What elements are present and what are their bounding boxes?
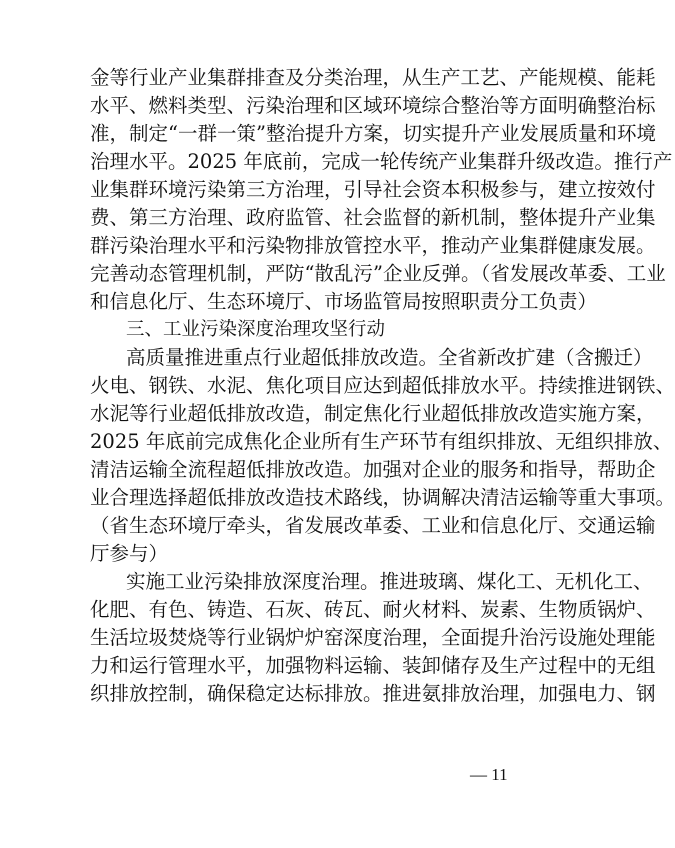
paragraph-line: 和信息化厅、生态环境厅、市场监管局按照职责分工负责）	[90, 290, 598, 313]
paragraph-line: 准，制定“一群一策”整治提升方案，切实提升产业发展质量和环境	[90, 122, 656, 145]
paragraph-line: 火电、钢铁、水泥、焦化项目应达到超低排放水平。持续推进钢铁、	[90, 374, 675, 397]
paragraph-line: 业合理选择超低排放改造技术路线，协调解决清洁运输等重大事项。	[90, 486, 675, 509]
paragraph-line: 业集群环境污染第三方治理，引导社会资本积极参与，建立按效付	[90, 178, 656, 201]
paragraph-line: 2025 年底前完成焦化企业所有生产环节有组织排放、无组织排放、	[90, 430, 673, 453]
paragraph-line: （省生态环境厅牵头，省发展改革委、工业和信息化厅、交通运输	[90, 514, 656, 537]
paragraph-line: 金等行业产业集群排查及分类治理，从生产工艺、产能规模、能耗	[90, 66, 656, 89]
paragraph-line: 生活垃圾焚烧等行业锅炉炉窑深度治理，全面提升治污设施处理能	[90, 626, 656, 649]
paragraph-line: 织排放控制，确保稳定达标排放。推进氨排放治理，加强电力、钢	[90, 682, 656, 705]
paragraph-line: 水泥等行业超低排放改造，制定焦化行业超低排放改造实施方案，	[90, 402, 656, 425]
paragraph-line: 高质量推进重点行业超低排放改造。全省新改扩建（含搬迁）	[126, 346, 653, 369]
page-number: — 11	[470, 765, 508, 784]
paragraph-line: 实施工业污染排放深度治理。推进玻璃、煤化工、无机化工、	[126, 570, 653, 593]
section-heading: 三、工业污染深度治理攻坚行动	[126, 319, 386, 340]
paragraph-line: 群污染治理水平和污染物排放管控水平，推动产业集群健康发展。	[90, 234, 656, 257]
paragraph-line: 力和运行管理水平，加强物料运输、装卸储存及生产过程中的无组	[90, 654, 656, 677]
paragraph-line: 水平、燃料类型、污染治理和区域环境综合整治等方面明确整治标	[90, 94, 656, 117]
paragraph-line: 厅参与）	[90, 542, 169, 565]
paragraph-line: 费、第三方治理、政府监管、社会监督的新机制，整体提升产业集	[90, 206, 656, 229]
paragraph-line: 清洁运输全流程超低排放改造。加强对企业的服务和指导，帮助企	[90, 458, 656, 481]
paragraph-line: 化肥、有色、铸造、石灰、砖瓦、耐火材料、炭素、生物质锅炉、	[90, 598, 656, 621]
paragraph-line: 治理水平。2025 年底前，完成一轮传统产业集群升级改造。推行产	[90, 150, 673, 173]
paragraph-line: 完善动态管理机制，严防“散乱污”企业反弹。（省发展改革委、工业	[90, 262, 666, 285]
